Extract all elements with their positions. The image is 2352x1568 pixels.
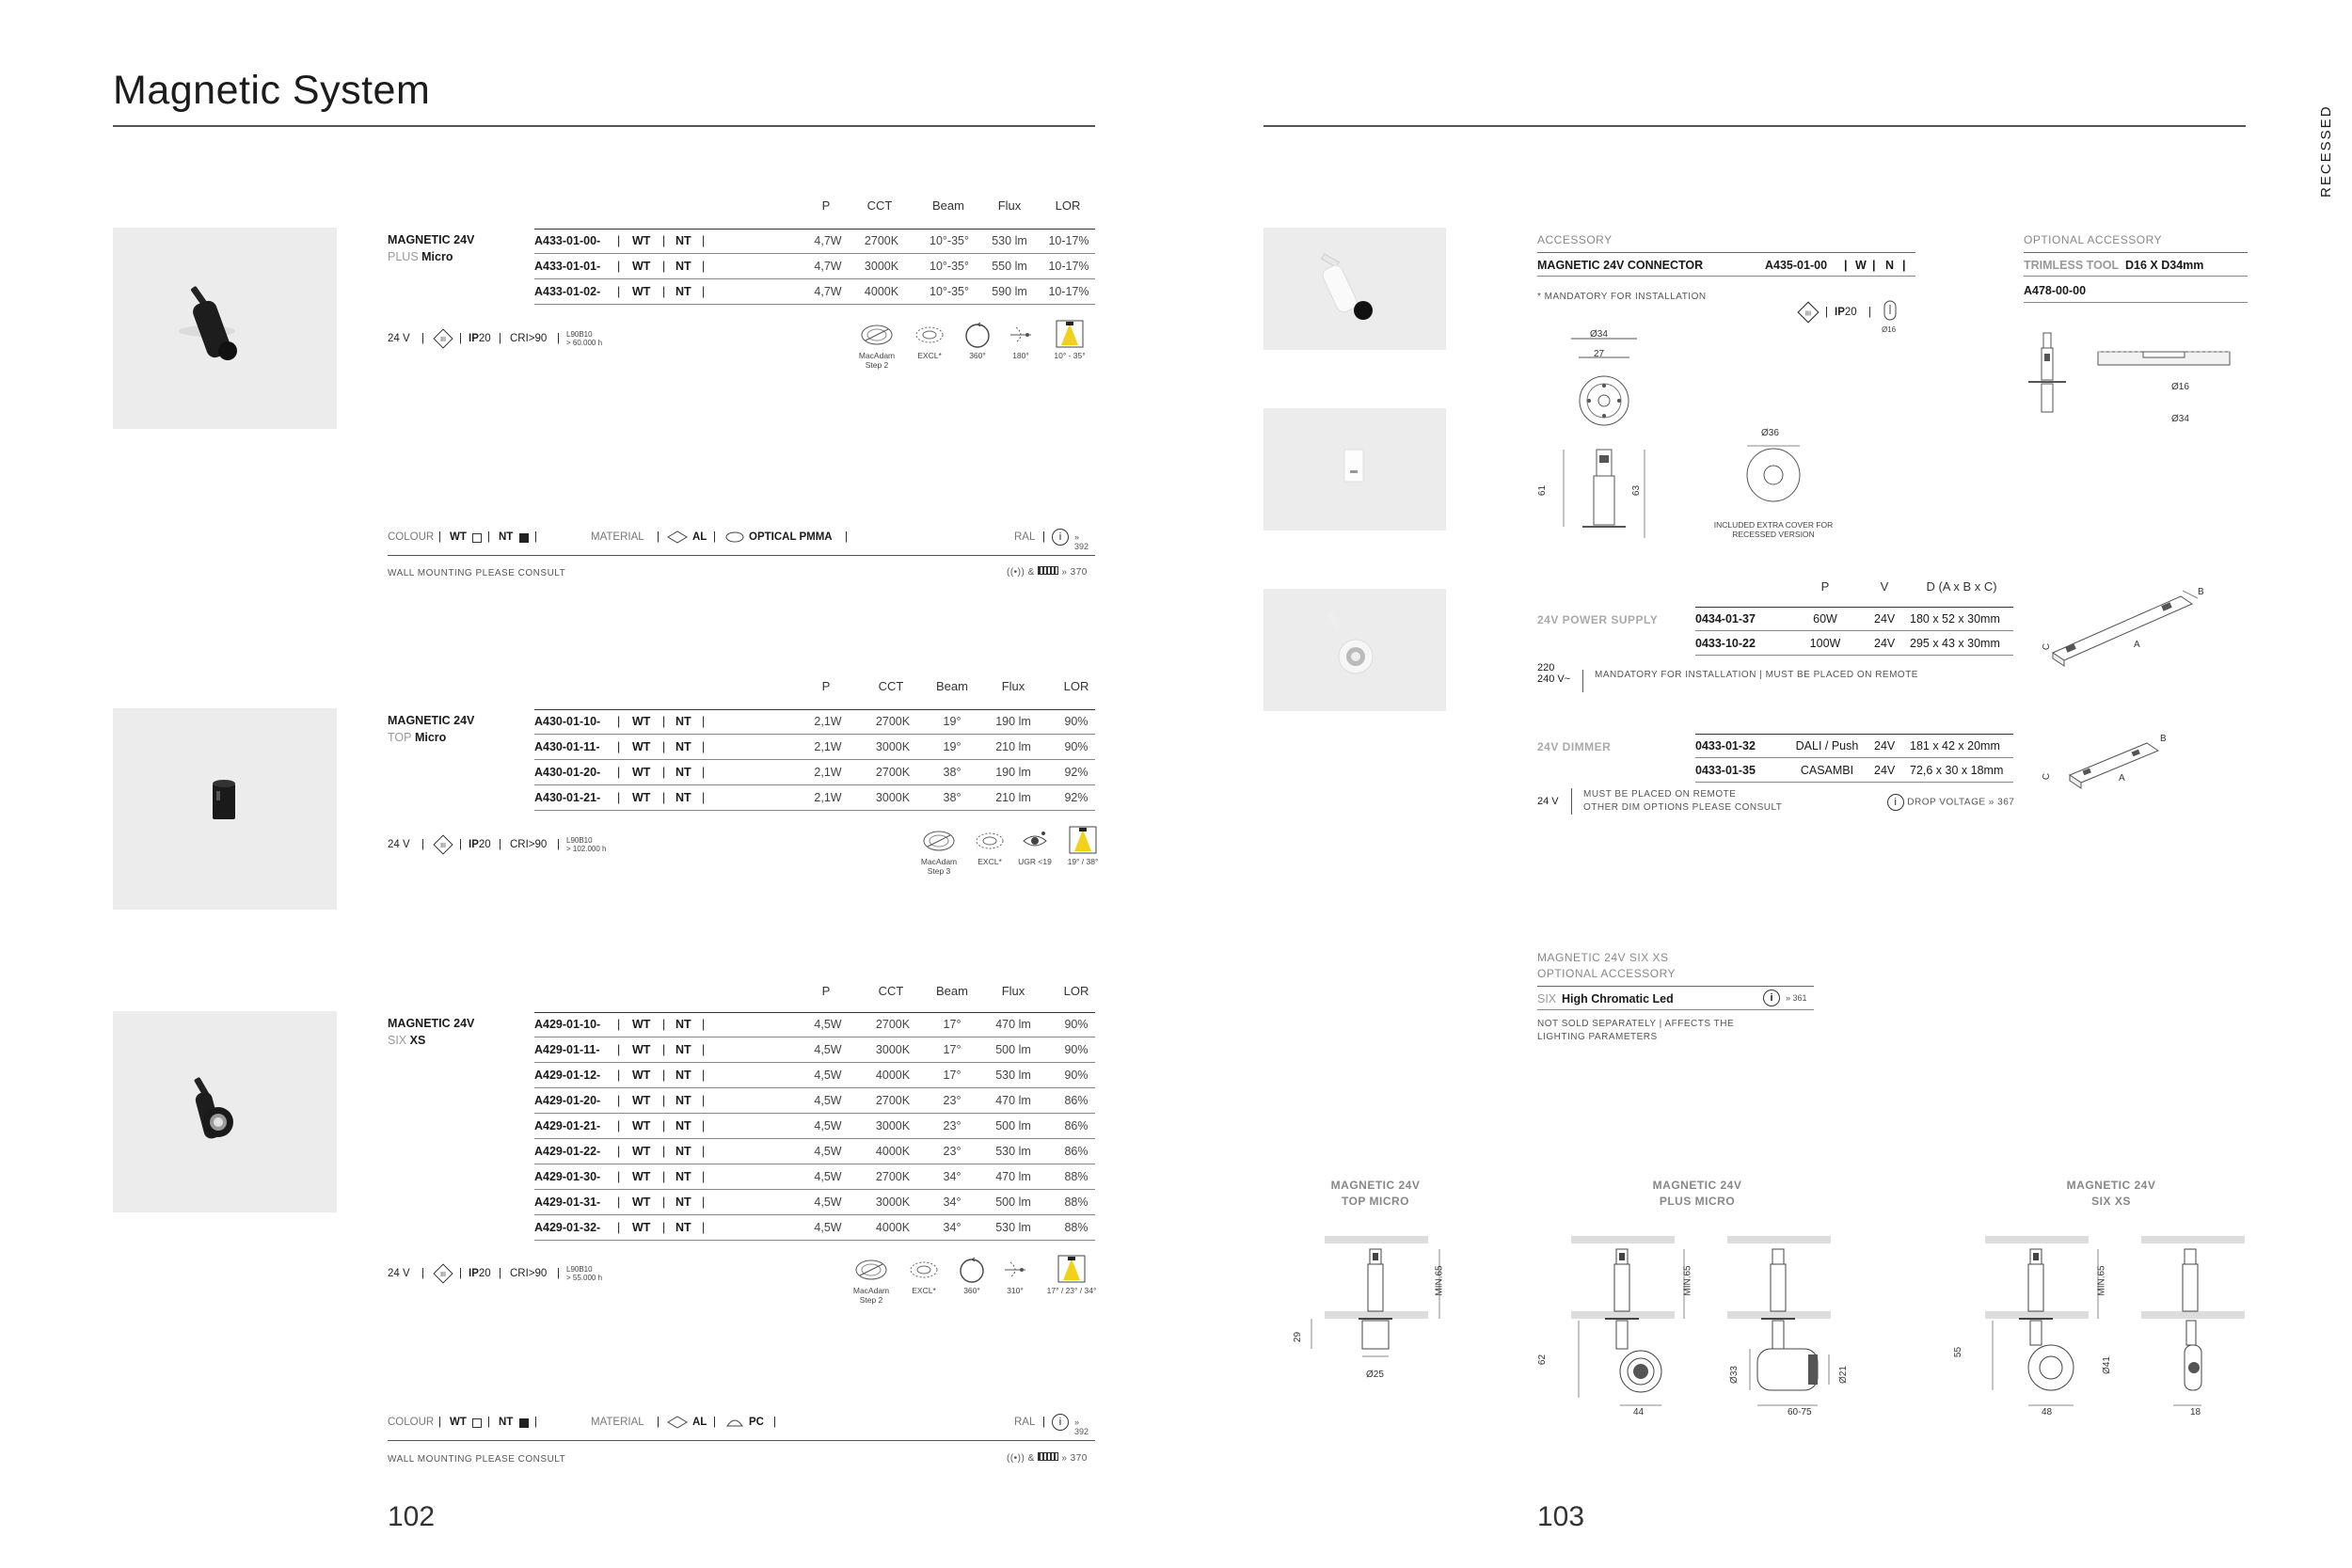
dim-label: Ø25 [1366,1370,1384,1380]
icon-label: MacAdam Step 2 [852,1286,890,1305]
class-iii-icon [433,834,453,858]
rotation-360-icon [963,322,992,350]
power-label: 24V POWER SUPPLY [1537,613,1659,626]
drawing-label-six-xs: MAGNETIC 24V SIX XS [2066,1179,2156,1208]
glare-shield-icon [975,830,1005,852]
header-p: P [821,679,831,693]
six-xs-photo-white [1263,589,1446,711]
top-micro-drawing [1298,1232,1458,1392]
dim-label: B [2198,587,2204,597]
header-rule-right [1263,125,2246,127]
header-cct: CCT [866,198,893,213]
dim-label: Ø36 [1761,428,1779,438]
icon-label: EXCL* [977,857,1002,866]
sensor-icon: ((•)) [1007,1453,1025,1464]
optional-accessory-label: OPTIONAL ACCESSORY [2024,233,2163,246]
bar-icon [1038,1452,1058,1461]
dimmer-label: 24V DIMMER [1537,740,1612,753]
icon-label: 360° [963,1286,980,1295]
trimless-tool-drawing [2023,329,2249,433]
table-row: A430-01-10- | WT | NT | 2,1W 2700K 19° 190 lm 90% [534,709,1095,735]
macadam-icon [922,828,956,854]
icon-label: 10° - 35° [1054,351,1086,360]
dim-label: 63 [1631,484,1643,497]
svg-text:III: III [440,1272,446,1278]
side-label: RECESSED [2318,104,2334,198]
optional-accessory-code-row: A478-00-00 [2024,278,2248,303]
rotation-360-icon [958,1257,986,1285]
accessory-row: MAGNETIC 24V CONNECTOR A435-01-00 | W | N | [1537,252,1915,277]
table-row: A429-01-10- | WT | NT | 4,5W 2700K 17° 470 lm 90% [534,1012,1095,1037]
product-photo-six-xs [113,1011,337,1212]
dim-label: Ø41 [2101,1356,2112,1374]
colour-material-row: COLOUR | WT | NT | MATERIAL | AL | OPTICAL PMMA | RAL | i » 392 [388,531,1095,556]
wall-mounting-note: WALL MOUNTING PLEASE CONSULT [388,568,566,578]
dim-label: 48 [2042,1407,2053,1418]
svg-text:III: III [440,337,446,343]
beam-angle-icon [1057,1255,1086,1283]
family-plus-micro: MAGNETIC 24V PLUS Micro [388,233,475,263]
dim-label: 29 [1293,1331,1304,1343]
header-p: P [821,198,831,213]
luminaire-image [113,1011,337,1212]
class-iii-icon [433,328,453,352]
table-row: A429-01-22- | WT | NT | 4,5W 4000K 23° 530 lm 86% [534,1139,1095,1164]
top-micro-photo-white [1263,408,1446,531]
wall-ref: ((•)) & » 370 [1007,1453,1088,1464]
header-beam: Beam [936,984,968,998]
icon-label: 19° / 38° [1067,857,1099,866]
table-row: A430-01-21- | WT | NT | 2,1W 3000K 38° 210 lm 92% [534,785,1095,811]
class-iii-icon [433,1263,453,1287]
dim-label: 55 [1953,1346,1964,1358]
cover-icon [724,1415,745,1430]
table-row: A429-01-12- | WT | NT | 4,5W 4000K 17° 530 lm 90% [534,1063,1095,1088]
dim-label: 18 [2190,1407,2201,1418]
plus-micro-drawing [1562,1232,1844,1420]
table-row: A429-01-20- | WT | NT | 4,5W 2700K 23° 470 lm 86% [534,1088,1095,1114]
glare-shield-icon [914,324,945,346]
info-icon: i [1052,1414,1069,1431]
header-lor: LOR [1063,984,1089,998]
class-iii-icon [1797,301,1820,326]
beam-angle-icon [1069,826,1097,854]
spec-strip: 24 V | III | IP20 | CRI>90 | L90B10 > 102.000 h [388,832,632,860]
black-swatch [519,1418,529,1428]
connector-spec: III | IP20 | Ø16 [1797,299,1919,327]
six-xs-drawing [1976,1232,2258,1420]
optional-accessory-row: TRIMLESS TOOL D16 X D34mm [2024,252,2248,277]
page-title: Magnetic System [113,68,431,113]
cover-drawing [1740,442,1806,508]
header-rule-left [113,125,1095,127]
icon-label: EXCL* [912,1286,936,1295]
header-flux: Flux [1001,679,1025,693]
table-row: A433-01-01- | WT | NT | 4,7W 3000K 10°-35° 550 lm 10-17% [534,254,1095,279]
cover-note: INCLUDED EXTRA COVER FOR RECESSED VERSION [1713,520,1834,539]
optic-icon [724,530,745,545]
svg-text:III: III [1804,309,1812,318]
dim-label: MIN.65 [1682,1265,1693,1296]
icon-label: MacAdam Step 2 [858,351,896,370]
table-row: A433-01-00- | WT | NT | 4,7W 2700K 10°-35° 530 lm 10-17% [534,229,1095,254]
beam-angle-icon [1056,320,1084,348]
page-number-right: 103 [1537,1501,1585,1532]
dim-label: Ø16 [2171,382,2189,392]
table-row: A429-01-11- | WT | NT | 4,5W 3000K 17° 500 lm 90% [534,1037,1095,1063]
tilt-icon [1001,1259,1029,1281]
sensor-icon: ((•)) [1007,567,1025,578]
drawing-label-plus-micro: MAGNETIC 24V PLUS MICRO [1652,1179,1742,1208]
luminaire-image [113,228,337,429]
header-cct: CCT [878,984,904,998]
icon-label: 310° [1007,1286,1024,1295]
table-row: A430-01-20- | WT | NT | 2,1W 2700K 38° 190 lm 92% [534,760,1095,785]
family-top-micro: MAGNETIC 24V TOP Micro [388,714,475,744]
table-row: A433-01-02- | WT | NT | 4,7W 4000K 10°-35° 590 lm 10-17% [534,279,1095,305]
power-header-v: V [1880,579,1889,594]
dim-label: B [2160,734,2167,744]
white-swatch [472,533,482,543]
dim-label: MIN.65 [2096,1265,2107,1296]
header-beam: Beam [932,198,964,213]
svg-text:III: III [440,843,446,849]
drawing-label-top-micro: MAGNETIC 24V TOP MICRO [1330,1179,1421,1208]
spec-strip: 24 V | III | IP20 | CRI>90 | L90B10 > 60.000 h [388,325,632,354]
accessory-label: ACCESSORY [1537,233,1613,246]
tilt-icon [1007,324,1035,346]
power-header-p: P [1820,579,1830,594]
product-photo-top-micro [113,708,337,910]
dim-label: A [2119,773,2125,784]
page-number-left: 102 [388,1501,436,1532]
luminaire-image [113,708,337,910]
spec-strip: 24 V | III | IP20 | CRI>90 | L90B10 > 55.000 h [388,1260,632,1289]
mandatory-note: * MANDATORY FOR INSTALLATION [1537,292,1707,302]
connector-pin-icon [1882,299,1899,324]
header-flux: Flux [1001,984,1025,998]
header-flux: Flux [997,198,1022,213]
aluminium-icon [666,530,689,545]
black-swatch [519,533,529,543]
power-header-d: D (A x B x C) [1926,579,1997,594]
dim-label: C [2042,772,2053,781]
dim-label: MIN.65 [1434,1265,1445,1296]
icon-label: 17° / 23° / 34° [1046,1286,1097,1295]
dim-label: Ø34 [1590,329,1608,340]
colour-material-row: COLOUR | WT | NT | MATERIAL | AL | PC | RAL | i » 392 [388,1417,1095,1441]
drop-voltage: i DROP VOLTAGE » 367 [1887,794,2014,811]
dimmer-note: MUST BE PLACED ON REMOTE OTHER DIM OPTIONS PLEASE CONSULT [1571,788,1782,815]
dimmer-row: 0433-01-35 CASAMBI 24V 72,6 x 30 x 18mm [1695,758,2013,783]
dim-label: Ø21 [1837,1366,1849,1384]
six-note: NOT SOLD SEPARATELY | AFFECTS THE LIGHTING PARAMETERS [1537,1019,1735,1042]
icon-label: 360° [969,351,986,360]
table-row: A430-01-11- | WT | NT | 2,1W 3000K 19° 210 lm 90% [534,735,1095,760]
wall-ref: ((•)) & » 370 [1007,567,1088,578]
table-row: A429-01-31- | WT | NT | 4,5W 3000K 34° 500 lm 88% [534,1190,1095,1215]
bar-icon [1038,566,1058,575]
dim-label: 44 [1633,1407,1645,1418]
table-row: A429-01-30- | WT | NT | 4,5W 2700K 34° 470 lm 88% [534,1164,1095,1190]
dim-label: 62 [1537,1354,1549,1366]
icon-label: EXCL* [917,351,942,360]
header-lor: LOR [1063,679,1089,693]
dim-label: Ø33 [1728,1366,1740,1384]
icon-label: MacAdam Step 3 [920,857,958,876]
info-icon: i [1763,990,1780,1006]
power-supply-drawing [2042,583,2211,668]
dimmer-row: 0433-01-32 DALI / Push 24V 181 x 42 x 20mm [1695,734,2013,758]
header-beam: Beam [936,679,968,693]
table-row: A429-01-21- | WT | NT | 4,5W 3000K 23° 500 lm 86% [534,1114,1095,1139]
wall-mounting-note: WALL MOUNTING PLEASE CONSULT [388,1454,566,1465]
dim-label: C [2042,642,2053,651]
info-icon: i [1887,794,1904,811]
dim-label: 61 [1537,484,1549,497]
connector-photo-white [1263,228,1446,350]
header-p: P [821,984,831,998]
white-swatch [472,1418,482,1428]
power-row: 0433-10-22 100W 24V 295 x 43 x 30mm [1695,631,2013,656]
dimmer-drawing [2060,726,2173,792]
header-cct: CCT [878,679,904,693]
aluminium-icon [666,1415,689,1430]
icon-label: UGR <19 [1018,857,1052,866]
header-lor: LOR [1055,198,1081,213]
macadam-icon [854,1257,888,1283]
six-accessory-row: SIX High Chromatic Led i » 361 [1537,986,1814,1010]
dim-label: 27 [1594,349,1605,359]
power-note: MANDATORY FOR INSTALLATION | MUST BE PLACED ON REMOTE [1582,670,1918,692]
power-row: 0434-01-37 60W 24V 180 x 52 x 30mm [1695,607,2013,631]
power-voltage: 220 240 V~ [1537,662,1571,685]
connector-drawing [1543,329,1665,546]
six-accessory-label: MAGNETIC 24V SIX XS OPTIONAL ACCESSORY [1537,951,1677,980]
dimmer-voltage: 24 V [1537,796,1559,807]
dim-label: A [2134,640,2140,650]
table-row: A429-01-32- | WT | NT | 4,5W 4000K 34° 530 lm 88% [534,1215,1095,1241]
product-photo-plus-micro [113,228,337,429]
info-icon: i [1052,529,1069,546]
icon-label: 180° [1012,351,1029,360]
ugr-eye-icon [1022,830,1048,852]
dim-label: 60-75 [1788,1407,1812,1418]
glare-shield-icon [909,1259,939,1281]
macadam-icon [860,322,894,348]
family-six-xs: MAGNETIC 24V SIX XS [388,1017,475,1047]
dim-label: Ø34 [2171,414,2189,424]
